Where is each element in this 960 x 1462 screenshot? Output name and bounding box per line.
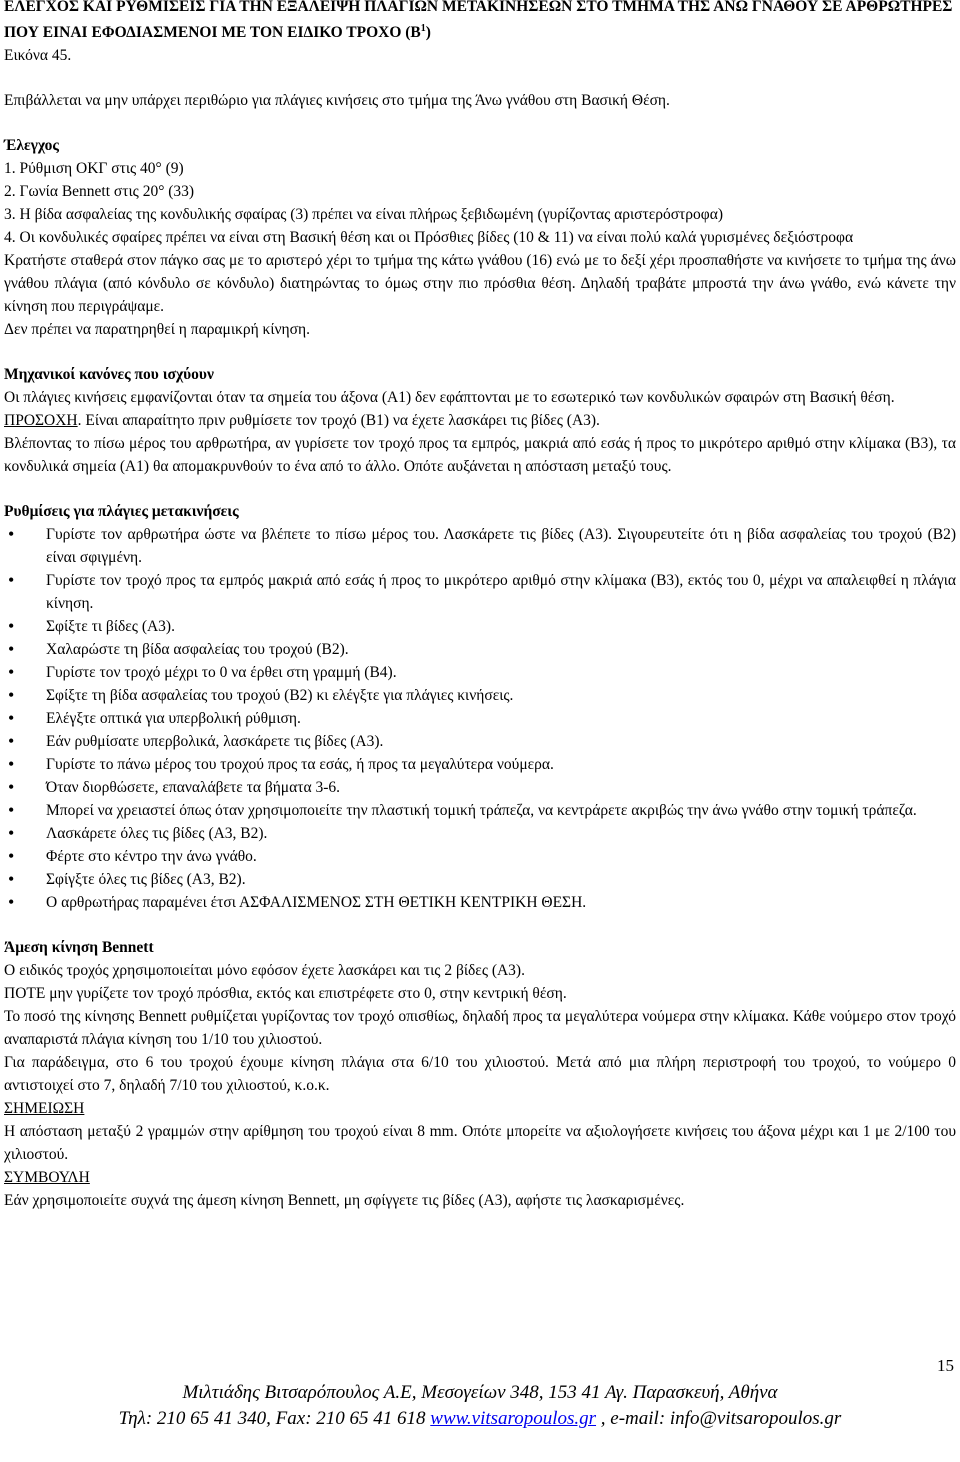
list-item: • Μπορεί να χρειαστεί όπως όταν χρησιμοποιείτε την πλαστική τομική τράπεζα, να κεντράρετε ακριβώς την άνω γνάθο στην τομική τράπεζα. — [4, 799, 956, 822]
list-item: • Λασκάρετε όλες τις βίδες (Α3, Β2). — [4, 822, 956, 845]
title-superscript: 1 — [420, 23, 426, 34]
list-item: • Γυρίστε τον τροχό προς τα εμπρός μακριά από εσάς ή προς το μικρότερο αριθμό στην κλίμακα (Β3), εκτός του 0, μέχρι να απαλειφθεί η πλάγια κίνηση. — [4, 569, 956, 615]
bennett-paragraph: ΠΟΤΕ μην γυρίζετε τον τροχό πρόσθια, εκτός και επιστρέφετε στο 0, στην κεντρική θέση. — [4, 985, 567, 1003]
list-item: • Ο αρθρωτήρας παραμένει έτσι ΑΣΦΑΛΙΣΜΕΝΟΣ ΣΤΗ ΘΕΤΙΚΗ ΚΕΝΤΡΙΚΗ ΘΕΣΗ. — [4, 891, 956, 914]
bennett-paragraph: Για παράδειγμα, στο 6 του τροχού έχουμε κίνηση πλάγια στα 6/10 του χιλιοστού. Μετά από μια πλήρη περιστροφή του τροχού, το νούμερο 0 αντιστοιχεί στο 7, δηλαδή 7/10 του χιλιοστού, κ.ο.κ. — [4, 1054, 956, 1095]
attention-paragraph — [4, 409, 956, 432]
attention-text: . Είναι απαραίτητο πριν ρυθμίσετε τον τροχό (Β1) να έχετε λασκάρει τις βίδες (Α3). — [77, 412, 600, 430]
settings-heading: Ρυθμίσεις για πλάγιες μετακινήσεις — [4, 503, 239, 521]
attention-label: ΠΡΟΣΟΧΗ — [4, 412, 78, 430]
intro-paragraph: Επιβάλλεται να μην υπάρχει περιθώριο για πλάγιες κινήσεις στο τμήμα της Άνω γνάθου στη Βασική Θέση. — [4, 92, 670, 110]
document-page — [4, 0, 956, 1212]
check-step: 4. Οι κονδυλικές σφαίρες πρέπει να είναι στη Βασική θέση και οι Πρόσθιες βίδες (10 & 11) να είναι πολύ καλά γυρισμένες δεξιόστροφα — [4, 229, 854, 247]
mechanics-paragraph: Βλέποντας το πίσω μέρος του αρθρωτήρα, αν γυρίσετε τον τροχό προς τα εμπρός, μακριά από εσάς ή προς το μικρότερο αριθμό στην κλίμακα (Β3), τα κονδυλικά σημεία (Α1) θα απομακρυνθούν το ένα από το άλλο. Οπότε αυξάνεται η απόσταση μεταξύ τους. — [4, 435, 956, 476]
settings-list — [4, 523, 956, 914]
note-text: Η απόσταση μεταξύ 2 γραμμών στην αρίθμηση του τροχού είναι 8 mm. Οπότε μπορείτε να αξιολογήσετε κινήσεις του άξονα μέχρι και 1 με 2/100 του χιλιοστού. — [4, 1123, 956, 1164]
document-title — [4, 0, 956, 44]
tip-text: Εάν χρησιμοποιείτε συχνά της άμεση κίνηση Bennett, μη σφίγγετε τις βίδες (Α3), αφήστε τις λασκαρισμένες. — [4, 1192, 685, 1210]
list-item: • Γυρίστε το πάνω μέρος του τροχού προς τα εσάς, ή προς τα μεγαλύτερα νούμερα. — [4, 753, 956, 776]
list-item: • Σφίγξτε όλες τις βίδες (Α3, Β2). — [4, 868, 956, 891]
title-end: ) — [425, 24, 431, 42]
list-item: • Γυρίστε τον αρθρωτήρα ώστε να βλέπετε το πίσω μέρος του. Λασκάρετε τις βίδες (Α3). Σιγουρευτείτε ότι η βίδα ασφαλείας του τροχού (Β2) είναι σφιγμένη. — [4, 523, 956, 569]
footer-contact — [0, 1406, 960, 1432]
bennett-paragraph: Ο ειδικός τροχός χρησιμοποιείται μόνο εφόσον έχετε λασκάρει και τις 2 βίδες (Α3). — [4, 962, 525, 980]
bennett-paragraph: Το ποσό της κίνησης Bennett ρυθμίζεται γυρίζοντας τον τροχό οπισθίως, δηλαδή προς τα μεγαλύτερα νούμερα στην κλίμακα. Κάθε νούμερο στον τροχό αναπαριστά πλάγια κίνηση του 1/10 του χιλιοστού. — [4, 1008, 956, 1049]
list-item: • Σφίξτε τι βίδες (Α3). — [4, 615, 956, 638]
check-step: 3. Η βίδα ασφαλείας της κονδυλικής σφαίρας (3) πρέπει να είναι πλήρως ξεβιδωμένη (γυρίζοντας αριστερόστροφα) — [4, 206, 723, 224]
list-item: • Όταν διορθώσετε, επαναλάβετε τα βήματα 3-6. — [4, 776, 956, 799]
mechanics-heading: Μηχανικοί κανόνες που ισχύουν — [4, 366, 214, 384]
mechanics-paragraph: Οι πλάγιες κινήσεις εμφανίζονται όταν τα σημεία του άξονα (Α1) δεν εφάπτονται με το εσωτερικό των κονδυλικών σφαιρών στη Βασική θέση. — [4, 389, 895, 407]
bennett-heading: Άμεση κίνηση Bennett — [4, 939, 154, 957]
list-item: • Εάν ρυθμίσατε υπερβολικά, λασκάρετε τις βίδες (Α3). — [4, 730, 956, 753]
title-text: ΕΛΕΓΧΟΣ ΚΑΙ ΡΥΘΜΙΣΕΙΣ ΓΙΑ ΤΗΝ ΕΞΑΛΕΙΨΗ ΠΛΑΓΙΩΝ ΜΕΤΑΚΙΝΗΣΕΩΝ ΣΤΟ ΤΜΗΜΑ ΤΗΣ ΑΝΩ ΓΝΑΘΟΥ ΣΕ ΑΡΘΡΩΤΗΡΕΣ ΠΟΥ ΕΙΝΑΙ ΕΦΟΔΙΑΣΜΕΝΟΙ ΜΕ ΤΟΝ ΕΙΔΙΚΟ ΤΡΟΧΟ (Β — [4, 0, 953, 42]
note-label: ΣΗΜΕΙΩΣΗ — [4, 1100, 85, 1118]
list-item: • Χαλαρώστε τη βίδα ασφαλείας του τροχού (Β2). — [4, 638, 956, 661]
footer-address: Μιλτιάδης Βιτσαρόπουλος Α.Ε, Μεσογείων 348, 153 41 Αγ. Παρασκευή, Αθήνα — [182, 1382, 778, 1403]
list-item: • Γυρίστε τον τροχό μέχρι το 0 να έρθει στη γραμμή (Β4). — [4, 661, 956, 684]
page-number: 15 — [937, 1356, 954, 1375]
website-link[interactable]: www.vitsaropoulos.gr — [430, 1408, 597, 1429]
check-conclusion: Δεν πρέπει να παρατηρηθεί η παραμικρή κίνηση. — [4, 321, 310, 339]
check-step: 1. Ρύθμιση ΟΚΓ στις 40° (9) — [4, 160, 184, 178]
footer-email: , e-mail: info@vitsaropoulos.gr — [596, 1408, 842, 1429]
list-item: • Σφίξτε τη βίδα ασφαλείας του τροχού (Β2) κι ελέγξτε για πλάγιες κινήσεις. — [4, 684, 956, 707]
check-heading: Έλεγχος — [4, 137, 59, 155]
tip-label: ΣΥΜΒΟΥΛΗ — [4, 1169, 90, 1187]
footer-phone-fax: Τηλ: 210 65 41 340, Fax: 210 65 41 618 — [118, 1408, 426, 1429]
list-item: • Φέρτε στο κέντρο την άνω γνάθο. — [4, 845, 956, 868]
check-step: 2. Γωνία Bennett στις 20° (33) — [4, 183, 195, 201]
check-paragraph: Κρατήστε σταθερά στον πάγκο σας με το αριστερό χέρι το τμήμα της κάτω γνάθου (16) ενώ με το δεξί χέρι προσπαθήστε να κινήσετε το τμήμα της άνω γνάθου πλάγια (από κόνδυλο σε κόνδυλο) διατηρώντας το όμως στην πιο πρόσθια θέση. Δηλαδή τραβάτε μπροστά την άνω γνάθο, ενώ κάνετε την κίνηση που περιγράψαμε. — [4, 252, 956, 316]
figure-reference: Εικόνα 45. — [4, 47, 72, 65]
list-item: • Ελέγξτε οπτικά για υπερβολική ρύθμιση. — [4, 707, 956, 730]
